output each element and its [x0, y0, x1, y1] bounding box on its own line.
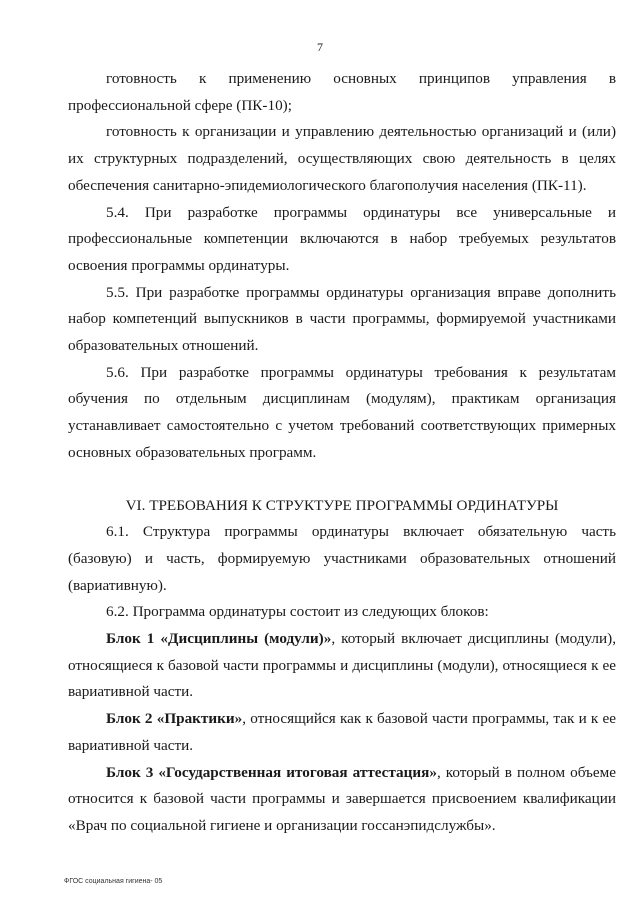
paragraph-5-5: 5.5. При разработке программы ординатуры организация вправе дополнить набор компетенций выпускников в части программы, формируемой участниками образовательных отношений.	[68, 283, 616, 355]
block-3-title: Блок 3 «Государственная итоговая аттестация»	[106, 763, 437, 781]
block-1-text: , который включает дисциплины (модули), относящиеся к базовой части программы и дисциплины (модули), относящиеся к ее вариативной части.	[68, 630, 616, 701]
paragraph-5-4: 5.4. При разработке программы ординатуры все универсальные и профессиональные компетенции включаются в набор требуемых результатов освоения программы ординатуры.	[68, 203, 616, 274]
paragraph-pk10: готовность к применению основных принципов управления в профессиональной сфере (ПК-10);	[68, 70, 616, 114]
block-2-paragraph	[68, 706, 616, 759]
block-3-text: , который в полном объеме относится к базовой части программы и завершается присвоением квалификации «Врач по социальной гигиене и организации госсанэпидслужбы».	[68, 763, 616, 834]
footer-label: ФГОС социальная гигиена- 05	[64, 878, 163, 885]
block-1-paragraph	[68, 626, 616, 706]
paragraph-5-6: 5.6. При разработке программы ординатуры требования к результатам обучения по отдельным дисциплинам (модулям), практикам организация устанавливает самостоятельно с учетом требований соответствующих примерных основных образовательных программ.	[68, 363, 616, 461]
section-heading: VI. ТРЕБОВАНИЯ К СТРУКТУРЕ ПРОГРАММЫ ОРДИНАТУРЫ	[125, 496, 559, 514]
page-number: 7	[317, 40, 323, 54]
block-3-paragraph	[68, 760, 616, 840]
document-body	[68, 66, 616, 840]
block-1-title: Блок 1 «Дисциплины (модули)»	[106, 630, 332, 648]
paragraph-6-2: 6.2. Программа ординатуры состоит из следующих блоков:	[106, 603, 489, 621]
paragraph-6-1: 6.1. Структура программы ординатуры включает обязательную часть (базовую) и часть, формируемую участниками образовательных отношений (вариативную).	[68, 523, 616, 594]
block-2-text: , относящийся как к базовой части программы, так и к ее вариативной части.	[68, 710, 616, 754]
paragraph-pk11: готовность к организации и управлению деятельностью организаций и (или) их структурных подразделений, осуществляющих свою деятельность в целях обеспечения санитарно-эпидемиологического благополучия населения (ПК-11).	[68, 123, 616, 194]
block-2-title: Блок 2 «Практики»	[106, 710, 243, 728]
